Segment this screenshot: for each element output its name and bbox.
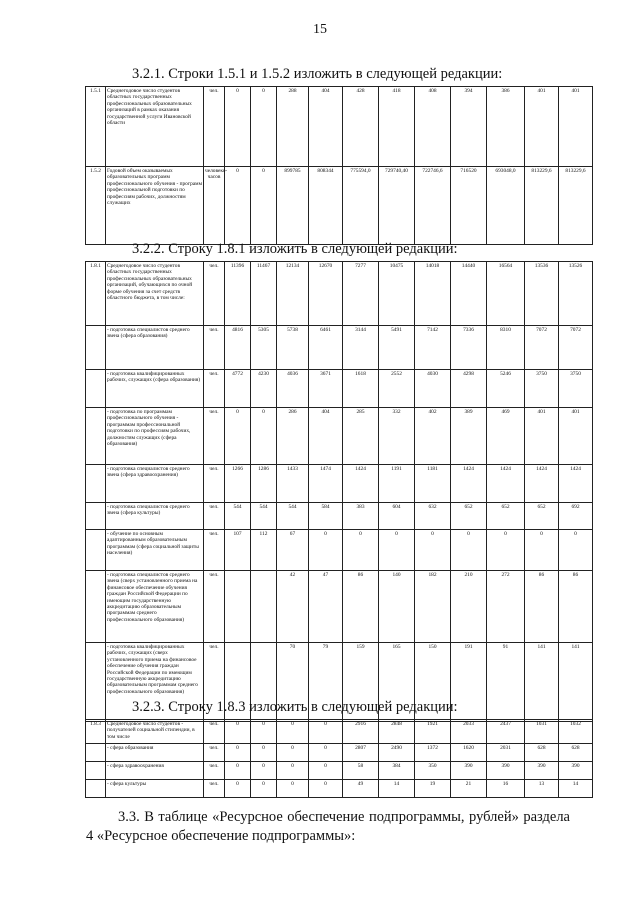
value-cell: 0 [251,762,277,780]
value-cell: 4816 [225,326,251,370]
unit-cell: чел. [204,370,225,408]
value-cell: 47 [309,571,343,643]
value-cell: 386 [487,87,525,167]
value-cell: 7072 [525,326,559,370]
value-cell: 150 [415,643,451,722]
table-row [86,408,593,465]
value-cell: 775594,0 [343,167,379,245]
value-cell: 0 [451,530,487,571]
value-cell: 2848 [379,720,415,744]
value-cell: 384 [379,762,415,780]
value-cell: 14 [379,780,415,798]
value-cell: 383 [343,503,379,530]
row-number-cell [86,780,106,798]
value-cell: 632 [415,503,451,530]
row-number-cell [86,643,106,722]
indicator-name-cell: - подготовка квалифицированных рабочих, служащих (сверх установленного приема на финансовое обеспечение обучения граждан Российской Федерации по имеющим государственную аккредитацию образовательным программам среднего профессионального образования) [106,643,204,722]
value-cell: 544 [251,503,277,530]
value-cell: 159 [343,643,379,722]
value-cell: 1424 [343,465,379,503]
value-cell: 182 [415,571,451,643]
value-cell: 1618 [343,370,379,408]
value-cell: 11396 [225,262,251,326]
value-cell: 0 [309,530,343,571]
value-cell: 0 [277,720,309,744]
section-heading-323: 3.2.3. Строку 1.8.3 изложить в следующей редакции: [132,699,458,715]
value-cell: 899785 [277,167,309,245]
value-cell: 0 [559,530,593,571]
row-number-cell: 1.8.3 [86,720,106,744]
value-cell: 4298 [451,370,487,408]
value-cell: 0 [309,780,343,798]
value-cell: 1620 [451,744,487,762]
value-cell: 390 [559,762,593,780]
value-cell: 469 [487,408,525,465]
value-cell: 14 [559,780,593,798]
value-cell: 1424 [559,465,593,503]
value-cell: 729740,40 [379,167,415,245]
table-row [86,326,593,370]
row-number-cell: 1.5.2 [86,167,106,245]
value-cell: 1474 [309,465,343,503]
value-cell: 6461 [309,326,343,370]
value-cell: 21 [451,780,487,798]
unit-cell: чел. [204,571,225,643]
value-cell: 58 [343,762,379,780]
value-cell: 0 [251,744,277,762]
value-cell: 7336 [451,326,487,370]
value-cell: 408 [415,87,451,167]
value-cell: 7277 [343,262,379,326]
value-cell: 1424 [451,465,487,503]
value-cell: 0 [379,530,415,571]
value-cell: 70 [277,643,309,722]
value-cell: 12670 [309,262,343,326]
value-cell: 402 [415,408,451,465]
indicator-name-cell: - обучение по основным адаптированным образовательным программам (сфера социальной защиты населения) [106,530,204,571]
value-cell: 0 [225,720,251,744]
value-cell [251,571,277,643]
value-cell: 404 [309,87,343,167]
value-cell: 604 [379,503,415,530]
row-number-cell: 1.8.1 [86,262,106,326]
unit-cell: чел. [204,408,225,465]
row-number-cell [86,530,106,571]
section-heading-321: 3.2.1. Строки 1.5.1 и 1.5.2 изложить в следующей редакции: [132,66,503,82]
value-cell: 0 [309,744,343,762]
value-cell: 91 [487,643,525,722]
unit-cell: чел. [204,87,225,167]
table-row [86,762,593,780]
value-cell: 42 [277,571,309,643]
value-cell: 628 [559,744,593,762]
value-cell: 2437 [487,720,525,744]
value-cell: 0 [251,720,277,744]
value-cell: 16564 [487,262,525,326]
indicator-name-cell: Годовой объем оказываемых образовательных программ профессионального обучения - программ профессиональной подготовки по профессиям рабочих, должностям служащих [106,167,204,245]
indicator-name-cell: Среднегодовое число студентов областных государственных профессиональных образовательных организаций, обучающихся по очной форме обучения за счет средств областного бюджета, в том числе: [106,262,204,326]
value-cell: 584 [309,503,343,530]
table-rows-151-152 [85,86,593,245]
paragraph-3-3 [86,808,570,846]
value-cell [225,571,251,643]
section-heading-322: 3.2.2. Строку 1.8.1 изложить в следующей редакции: [132,241,458,257]
table-row [86,530,593,571]
value-cell: 404 [309,408,343,465]
value-cell: 5491 [379,326,415,370]
value-cell: 813229,6 [559,167,593,245]
value-cell: 210 [451,571,487,643]
value-cell: 272 [487,571,525,643]
value-cell: 86 [559,571,593,643]
value-cell: 3144 [343,326,379,370]
value-cell: 0 [343,530,379,571]
value-cell: 332 [379,408,415,465]
table-row [86,167,593,245]
unit-cell: чел. [204,780,225,798]
page-number: 15 [313,22,327,37]
value-cell: 544 [277,503,309,530]
value-cell: 4036 [277,370,309,408]
indicator-name-cell: - подготовка специалистов среднего звена (сфера здравоохранения) [106,465,204,503]
unit-cell: чел. [204,530,225,571]
value-cell: 1032 [559,720,593,744]
table-row [86,503,593,530]
table-row [86,720,593,744]
value-cell: 0 [415,530,451,571]
indicator-name-cell: - сфера здравоохранения [106,762,204,780]
value-cell: 401 [525,87,559,167]
value-cell: 1921 [415,720,451,744]
value-cell: 67 [277,530,309,571]
value-cell: 1372 [415,744,451,762]
table-row-181 [85,261,593,722]
value-cell: 5738 [277,326,309,370]
value-cell: 4230 [251,370,277,408]
table-row [86,571,593,643]
value-cell: 1433 [277,465,309,503]
value-cell: 286 [277,408,309,465]
value-cell: 13526 [559,262,593,326]
value-cell: 0 [225,87,251,167]
value-cell: 0 [277,762,309,780]
value-cell: 390 [487,762,525,780]
value-cell: 141 [559,643,593,722]
value-cell: 4030 [415,370,451,408]
value-cell: 401 [525,408,559,465]
table-row [86,780,593,798]
value-cell: 13 [525,780,559,798]
value-cell: 7072 [559,326,593,370]
value-cell: 1266 [225,465,251,503]
value-cell: 3750 [559,370,593,408]
row-number-cell [86,744,106,762]
indicator-name-cell: - сфера культуры [106,780,204,798]
value-cell: 86 [525,571,559,643]
row-number-cell [86,326,106,370]
value-cell: 1181 [415,465,451,503]
value-cell: 428 [343,87,379,167]
table-row [86,465,593,503]
row-number-cell [86,571,106,643]
unit-cell: чел. [204,465,225,503]
indicator-name-cell: Среднегодовое число студентов - получателей социальной стипендии, в том числе [106,720,204,744]
value-cell: 288 [277,87,309,167]
value-cell: 3750 [525,370,559,408]
value-cell: 10475 [379,262,415,326]
row-number-cell [86,503,106,530]
value-cell: 652 [451,503,487,530]
unit-cell: чел. [204,503,225,530]
value-cell: 390 [451,762,487,780]
value-cell: 141 [525,643,559,722]
unit-cell: человеко-часов [204,167,225,245]
value-cell: 0 [251,408,277,465]
value-cell: 7142 [415,326,451,370]
table-row [86,87,593,167]
value-cell: 19 [415,780,451,798]
value-cell: 14018 [415,262,451,326]
value-cell: 0 [277,780,309,798]
value-cell: 2552 [379,370,415,408]
value-cell: 3671 [309,370,343,408]
value-cell: 0 [309,762,343,780]
value-cell: 350 [415,762,451,780]
value-cell: 0 [225,167,251,245]
value-cell: 0 [525,530,559,571]
row-number-cell [86,408,106,465]
value-cell: 389 [451,408,487,465]
value-cell: 2490 [379,744,415,762]
value-cell: 1424 [487,465,525,503]
value-cell: 401 [559,87,593,167]
value-cell: 808344 [309,167,343,245]
value-cell: 13536 [525,262,559,326]
value-cell: 2807 [343,744,379,762]
value-cell: 652 [487,503,525,530]
value-cell: 5305 [251,326,277,370]
value-cell: 2031 [487,744,525,762]
value-cell: 0 [251,167,277,245]
value-cell: 49 [343,780,379,798]
indicator-name-cell: - подготовка специалистов среднего звена (сфера культуры) [106,503,204,530]
value-cell: 0 [225,780,251,798]
unit-cell: чел. [204,762,225,780]
value-cell: 191 [451,643,487,722]
value-cell: 86 [343,571,379,643]
value-cell: 652 [525,503,559,530]
value-cell: 165 [379,643,415,722]
value-cell: 0 [309,720,343,744]
indicator-name-cell: - подготовка специалистов среднего звена (сверх установленного приема на финансовое обеспечение обучения граждан Российской Федерации по имеющим государственную аккредитацию образовательным программам среднего профессионального образования) [106,571,204,643]
unit-cell: чел. [204,262,225,326]
value-cell: 813229,6 [525,167,559,245]
value-cell: 716520 [451,167,487,245]
value-cell: 1424 [525,465,559,503]
value-cell: 285 [343,408,379,465]
value-cell: 11467 [251,262,277,326]
value-cell: 112 [251,530,277,571]
table-row [86,262,593,326]
row-number-cell [86,465,106,503]
table-row [86,744,593,762]
value-cell: 0 [251,87,277,167]
unit-cell: чел. [204,326,225,370]
table-row [86,370,593,408]
value-cell: 394 [451,87,487,167]
value-cell: 140 [379,571,415,643]
paragraph-text: 3.3. В таблице «Ресурсное обеспечение подпрограммы, рублей» раздела 4 «Ресурсное обеспечение подпрограммы»: [86,809,570,844]
value-cell: 1031 [525,720,559,744]
indicator-name-cell: Среднегодовое число студентов областных государственных профессиональных образовательных организаций в рамках оказания государственной услуги Ивановской области [106,87,204,167]
indicator-name-cell: - подготовка специалистов среднего звена (сфера образования) [106,326,204,370]
unit-cell: чел. [204,643,225,722]
value-cell: 107 [225,530,251,571]
value-cell: 390 [525,762,559,780]
indicator-name-cell: - подготовка по программам профессионального обучения - программам профессиональной подготовки по профессиям рабочих, должностям служащих (сфера образования) [106,408,204,465]
value-cell: 12134 [277,262,309,326]
value-cell: 2916 [343,720,379,744]
value-cell: 0 [251,780,277,798]
unit-cell: чел. [204,720,225,744]
value-cell: 1191 [379,465,415,503]
value-cell: 8310 [487,326,525,370]
value-cell: 544 [225,503,251,530]
row-number-cell: 1.5.1 [86,87,106,167]
value-cell: 693048,0 [487,167,525,245]
value-cell: 0 [225,408,251,465]
value-cell: 0 [487,530,525,571]
indicator-name-cell: - сфера образования [106,744,204,762]
value-cell: 628 [525,744,559,762]
value-cell: 401 [559,408,593,465]
indicator-name-cell: - подготовка квалифицированных рабочих, служащих (сфера образования) [106,370,204,408]
value-cell: 5246 [487,370,525,408]
value-cell: 16 [487,780,525,798]
value-cell: 4772 [225,370,251,408]
value-cell: 79 [309,643,343,722]
unit-cell: чел. [204,744,225,762]
value-cell: 0 [225,762,251,780]
value-cell: 418 [379,87,415,167]
value-cell: 0 [225,744,251,762]
value-cell: 0 [277,744,309,762]
table-row-183 [85,719,593,798]
row-number-cell [86,762,106,780]
value-cell: 2033 [451,720,487,744]
value-cell: 14440 [451,262,487,326]
value-cell: 692 [559,503,593,530]
value-cell: 722746,6 [415,167,451,245]
value-cell: 1286 [251,465,277,503]
row-number-cell [86,370,106,408]
